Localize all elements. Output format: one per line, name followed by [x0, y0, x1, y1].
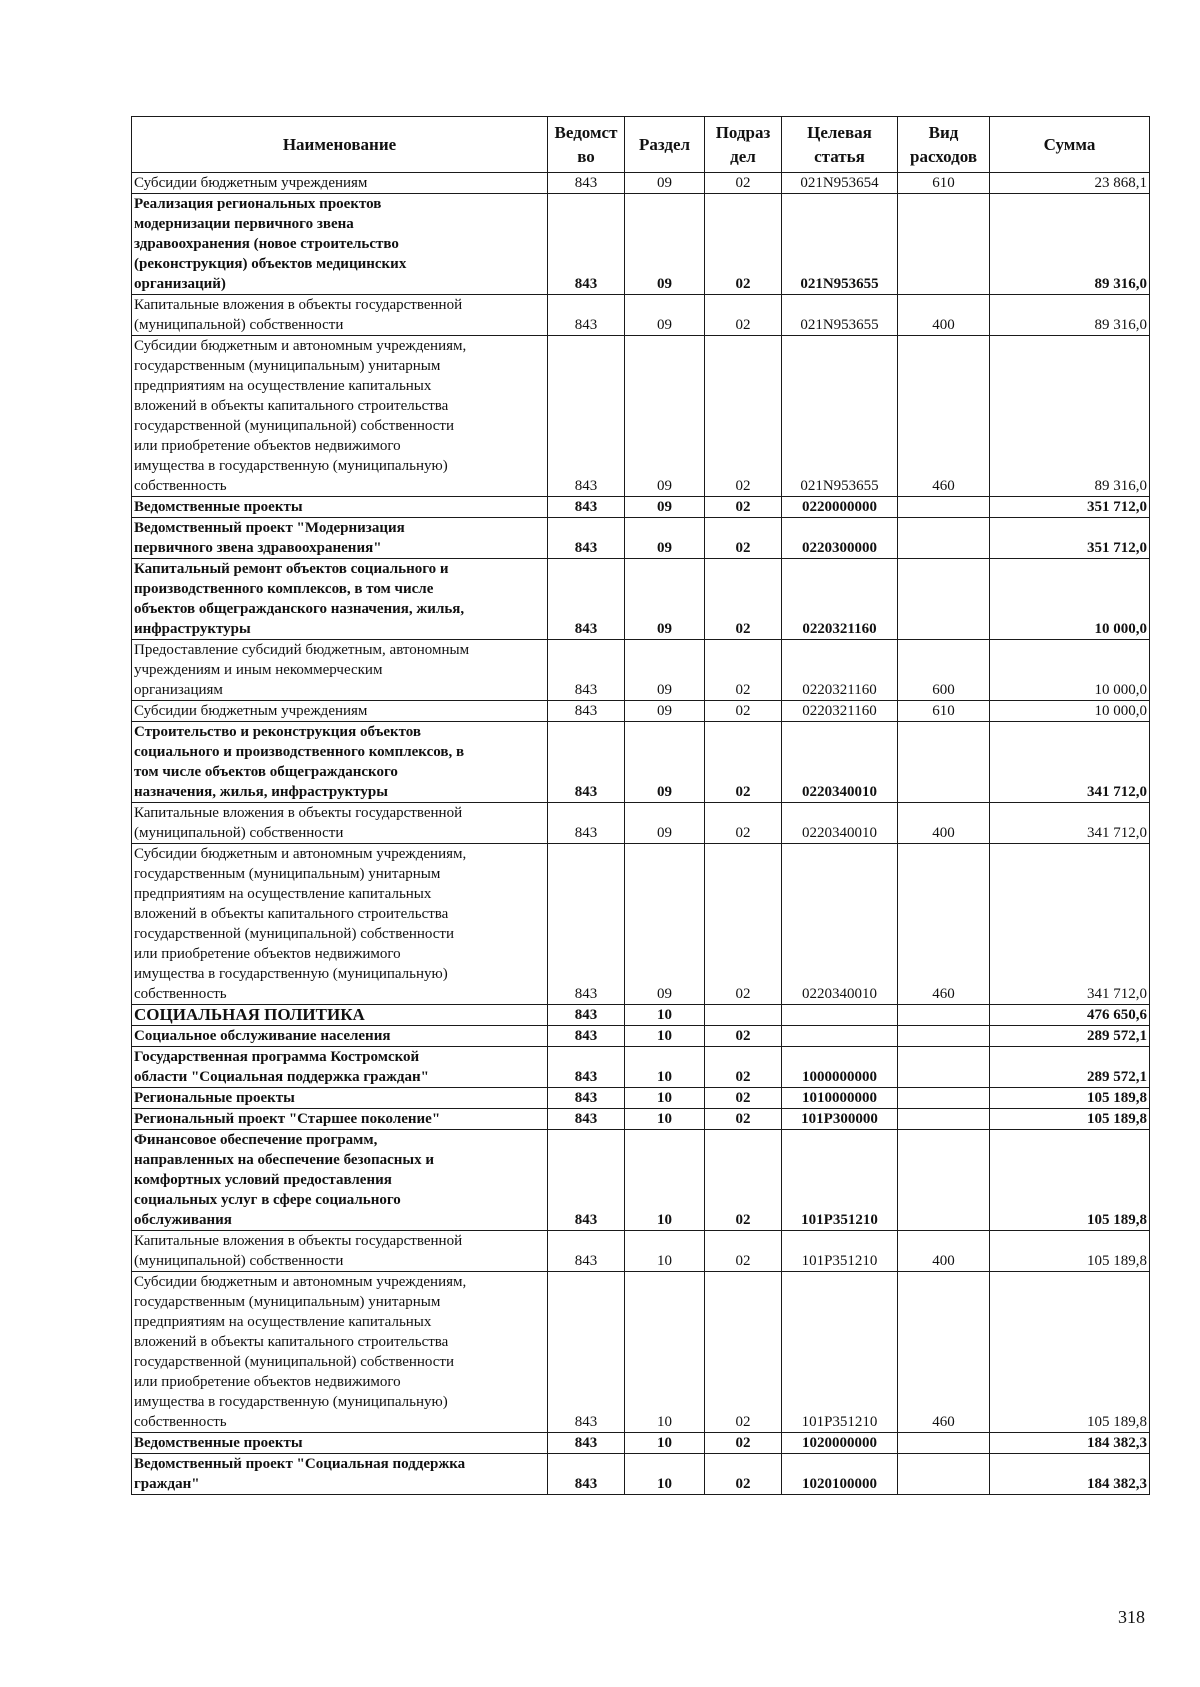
- cell-article: 0220321160: [782, 559, 898, 640]
- cell-name-line: Предоставление субсидий бюджетным, автономным: [134, 642, 470, 658]
- cell-article: [782, 1005, 898, 1026]
- cell-name: [132, 701, 548, 722]
- cell-article: 0220340010: [782, 722, 898, 803]
- cell-dept: 843: [548, 518, 625, 559]
- cell-sum: 89 316,0: [990, 295, 1150, 336]
- cell-subsection: 02: [705, 295, 782, 336]
- cell-name-line: модернизации первичного звена: [134, 216, 354, 232]
- cell-section: 10: [625, 1047, 705, 1088]
- cell-sum: 105 189,8: [990, 1109, 1150, 1130]
- cell-name-line: Реализация региональных проектов: [134, 196, 382, 212]
- cell-sum: 89 316,0: [990, 194, 1150, 295]
- cell-type: [898, 1005, 990, 1026]
- cell-sum: 23 868,1: [990, 173, 1150, 194]
- cell-section: 10: [625, 1231, 705, 1272]
- cell-name-line: государственной (муниципальной) собственности: [134, 1354, 455, 1370]
- cell-sum: 341 712,0: [990, 803, 1150, 844]
- table-row: [132, 1109, 1150, 1130]
- cell-section: 10: [625, 1005, 705, 1026]
- cell-subsection: 02: [705, 1088, 782, 1109]
- header-dept: Ведомст во: [548, 117, 625, 173]
- cell-article: 1010000000: [782, 1088, 898, 1109]
- cell-name: [132, 336, 548, 497]
- table-row: [132, 722, 1150, 803]
- table-row: [132, 559, 1150, 640]
- table-row: [132, 295, 1150, 336]
- cell-type: 460: [898, 1272, 990, 1433]
- cell-name-line: организаций): [134, 276, 226, 292]
- cell-section: 10: [625, 1272, 705, 1433]
- cell-type: [898, 497, 990, 518]
- cell-section: 09: [625, 640, 705, 701]
- cell-name: [132, 173, 548, 194]
- table-row: [132, 1433, 1150, 1454]
- cell-section: 09: [625, 518, 705, 559]
- cell-name-line: предприятиям на осуществление капитальных: [134, 378, 432, 394]
- cell-section: 09: [625, 559, 705, 640]
- cell-subsection: 02: [705, 173, 782, 194]
- cell-dept: 843: [548, 194, 625, 295]
- table-row: [132, 803, 1150, 844]
- cell-dept: 843: [548, 1047, 625, 1088]
- cell-name-line: обслуживания: [134, 1212, 232, 1228]
- cell-name-line: первичного звена здравоохранения": [134, 540, 382, 556]
- table-row: [132, 518, 1150, 559]
- cell-name-line: государственной (муниципальной) собственности: [134, 418, 455, 434]
- cell-name-line: собственность: [134, 986, 227, 1002]
- table-row: [132, 497, 1150, 518]
- cell-name: [132, 803, 548, 844]
- cell-dept: 843: [548, 559, 625, 640]
- cell-subsection: 02: [705, 559, 782, 640]
- cell-name: [132, 1454, 548, 1495]
- cell-name-line: имущества в государственную (муниципальную): [134, 458, 448, 474]
- cell-sum: 89 316,0: [990, 336, 1150, 497]
- cell-name: [132, 497, 548, 518]
- cell-name: [132, 1433, 548, 1454]
- cell-type: [898, 1433, 990, 1454]
- cell-subsection: 02: [705, 336, 782, 497]
- cell-name-line: вложений в объекты капитального строительства: [134, 398, 449, 414]
- cell-article: 1020000000: [782, 1433, 898, 1454]
- cell-name: [132, 844, 548, 1005]
- cell-article: 0220321160: [782, 640, 898, 701]
- cell-name-line: (муниципальной) собственности: [134, 825, 344, 841]
- cell-name-line: здравоохранения (новое строительство: [134, 236, 399, 252]
- cell-name-line: государственным (муниципальным) унитарным: [134, 866, 441, 882]
- cell-sum: 10 000,0: [990, 701, 1150, 722]
- cell-name-line: (муниципальной) собственности: [134, 1253, 344, 1269]
- cell-name-line: Капитальные вложения в объекты государственной: [134, 1233, 463, 1249]
- cell-name: [132, 518, 548, 559]
- page-number: 318: [1118, 1607, 1145, 1627]
- cell-section: 10: [625, 1026, 705, 1047]
- cell-name: [132, 1088, 548, 1109]
- cell-section: 09: [625, 722, 705, 803]
- cell-type: [898, 1109, 990, 1130]
- cell-name-line: организациям: [134, 682, 223, 698]
- cell-name-line: предприятиям на осуществление капитальных: [134, 1314, 432, 1330]
- cell-name-line: Социальное обслуживание населения: [134, 1028, 391, 1044]
- cell-type: [898, 1130, 990, 1231]
- cell-sum: 184 382,3: [990, 1433, 1150, 1454]
- cell-subsection: 02: [705, 1272, 782, 1433]
- cell-section: 09: [625, 336, 705, 497]
- cell-dept: 843: [548, 497, 625, 518]
- cell-name-line: предприятиям на осуществление капитальных: [134, 886, 432, 902]
- cell-name: [132, 1047, 548, 1088]
- cell-type: 400: [898, 803, 990, 844]
- cell-dept: 843: [548, 640, 625, 701]
- cell-type: [898, 194, 990, 295]
- cell-name: [132, 722, 548, 803]
- cell-dept: 843: [548, 701, 625, 722]
- header-type: Вид расходов: [898, 117, 990, 173]
- cell-name-line: Капитальные вложения в объекты государственной: [134, 297, 463, 313]
- cell-sum: 105 189,8: [990, 1088, 1150, 1109]
- cell-section: 09: [625, 295, 705, 336]
- header-article: Целевая статья: [782, 117, 898, 173]
- table-row: [132, 194, 1150, 295]
- cell-type: 460: [898, 336, 990, 497]
- cell-article: [782, 1026, 898, 1047]
- cell-name: [132, 1272, 548, 1433]
- cell-article: 0220340010: [782, 844, 898, 1005]
- cell-name-line: направленных на обеспечение безопасных и: [134, 1152, 435, 1168]
- cell-section: 09: [625, 701, 705, 722]
- cell-type: 600: [898, 640, 990, 701]
- cell-name-line: Субсидии бюджетным и автономным учреждениям,: [134, 846, 467, 862]
- cell-name-line: том числе объектов общегражданского: [134, 764, 398, 780]
- cell-dept: 843: [548, 1109, 625, 1130]
- cell-section: 10: [625, 1454, 705, 1495]
- cell-name-line: социальных услуг в сфере социального: [134, 1192, 401, 1208]
- cell-sum: 476 650,6: [990, 1005, 1150, 1026]
- cell-subsection: 02: [705, 497, 782, 518]
- cell-name-line: Ведомственный проект "Социальная поддержка: [134, 1456, 466, 1472]
- cell-dept: 843: [548, 295, 625, 336]
- cell-type: [898, 518, 990, 559]
- header-name: Наименование: [132, 117, 548, 173]
- cell-name-line: производственного комплексов, в том числе: [134, 581, 434, 597]
- cell-name-line: Региональный проект "Старшее поколение": [134, 1111, 441, 1127]
- cell-dept: 843: [548, 1005, 625, 1026]
- cell-sum: 341 712,0: [990, 722, 1150, 803]
- cell-name-line: Капитальный ремонт объектов социального и: [134, 561, 449, 577]
- cell-subsection: 02: [705, 1130, 782, 1231]
- table-row: [132, 1272, 1150, 1433]
- cell-name-line: объектов общегражданского назначения, жилья,: [134, 601, 465, 617]
- cell-section: 10: [625, 1130, 705, 1231]
- cell-article: 101P300000: [782, 1109, 898, 1130]
- cell-name-line: Капитальные вложения в объекты государственной: [134, 805, 463, 821]
- table-row: [132, 1005, 1150, 1026]
- cell-name-line: социального и производственного комплексов, в: [134, 744, 465, 760]
- cell-subsection: 02: [705, 1026, 782, 1047]
- cell-name-line: имущества в государственную (муниципальную): [134, 966, 448, 982]
- cell-article: 101P351210: [782, 1130, 898, 1231]
- cell-section: 09: [625, 173, 705, 194]
- cell-name: [132, 1109, 548, 1130]
- cell-article: 021N953655: [782, 336, 898, 497]
- cell-name-line: учреждениям и иным некоммерческим: [134, 662, 383, 678]
- cell-dept: 843: [548, 1231, 625, 1272]
- cell-name-line: Субсидии бюджетным и автономным учреждениям,: [134, 338, 467, 354]
- cell-dept: 843: [548, 1088, 625, 1109]
- cell-name-line: Финансовое обеспечение программ,: [134, 1132, 378, 1148]
- cell-name-line: государственной (муниципальной) собственности: [134, 926, 455, 942]
- header-section: Раздел: [625, 117, 705, 173]
- cell-type: 460: [898, 844, 990, 1005]
- cell-name-line: государственным (муниципальным) унитарным: [134, 358, 441, 374]
- cell-sum: 289 572,1: [990, 1026, 1150, 1047]
- table-row: [132, 640, 1150, 701]
- cell-type: [898, 1047, 990, 1088]
- cell-article: 0220340010: [782, 803, 898, 844]
- cell-name-line: Ведомственные проекты: [134, 499, 303, 515]
- cell-subsection: 02: [705, 701, 782, 722]
- cell-name: [132, 640, 548, 701]
- cell-name-line: Ведомственные проекты: [134, 1435, 303, 1451]
- table-body: [132, 173, 1150, 1495]
- cell-name-line: комфортных условий предоставления: [134, 1172, 392, 1188]
- cell-name-line: назначения, жилья, инфраструктуры: [134, 784, 388, 800]
- cell-subsection: 02: [705, 1047, 782, 1088]
- cell-dept: 843: [548, 1433, 625, 1454]
- cell-sum: 289 572,1: [990, 1047, 1150, 1088]
- cell-name-line: (реконструкция) объектов медицинских: [134, 256, 407, 272]
- cell-dept: 843: [548, 336, 625, 497]
- table-row: [132, 844, 1150, 1005]
- cell-article: 101P351210: [782, 1231, 898, 1272]
- cell-article: 1020100000: [782, 1454, 898, 1495]
- cell-sum: 351 712,0: [990, 497, 1150, 518]
- table-row: [132, 173, 1150, 194]
- cell-dept: 843: [548, 722, 625, 803]
- cell-name: [132, 1130, 548, 1231]
- table-row: [132, 336, 1150, 497]
- cell-name-line: граждан": [134, 1476, 200, 1492]
- cell-sum: 341 712,0: [990, 844, 1150, 1005]
- cell-name: [132, 559, 548, 640]
- header-subsection: Подраз дел: [705, 117, 782, 173]
- table-row: [132, 1231, 1150, 1272]
- cell-article: 021N953655: [782, 194, 898, 295]
- cell-dept: 843: [548, 1130, 625, 1231]
- cell-subsection: [705, 1005, 782, 1026]
- cell-type: [898, 1088, 990, 1109]
- cell-dept: 843: [548, 1272, 625, 1433]
- cell-section: 09: [625, 194, 705, 295]
- cell-name-line: Субсидии бюджетным учреждениям: [134, 175, 368, 191]
- cell-type: [898, 1454, 990, 1495]
- cell-section: 10: [625, 1088, 705, 1109]
- header-sum: Сумма: [990, 117, 1150, 173]
- cell-sum: 184 382,3: [990, 1454, 1150, 1495]
- cell-subsection: 02: [705, 722, 782, 803]
- cell-name-line: Субсидии бюджетным учреждениям: [134, 703, 368, 719]
- cell-subsection: 02: [705, 518, 782, 559]
- cell-name-line: Субсидии бюджетным и автономным учреждениям,: [134, 1274, 467, 1290]
- table-row: [132, 1454, 1150, 1495]
- cell-name-line: инфраструктуры: [134, 621, 251, 637]
- cell-subsection: 02: [705, 1454, 782, 1495]
- cell-dept: 843: [548, 1454, 625, 1495]
- cell-article: 0220321160: [782, 701, 898, 722]
- cell-name-line: государственным (муниципальным) унитарным: [134, 1294, 441, 1310]
- cell-name-line: Региональные проекты: [134, 1090, 295, 1106]
- table-row: [132, 701, 1150, 722]
- cell-name-line: вложений в объекты капитального строительства: [134, 906, 449, 922]
- cell-name: [132, 1231, 548, 1272]
- cell-type: 610: [898, 701, 990, 722]
- cell-article: 021N953654: [782, 173, 898, 194]
- cell-subsection: 02: [705, 803, 782, 844]
- cell-sum: 10 000,0: [990, 559, 1150, 640]
- cell-name-line: имущества в государственную (муниципальную): [134, 1394, 448, 1410]
- table-row: [132, 1088, 1150, 1109]
- cell-section: 10: [625, 1109, 705, 1130]
- cell-name: [132, 1026, 548, 1047]
- table-row: [132, 1130, 1150, 1231]
- cell-article: 0220300000: [782, 518, 898, 559]
- cell-section: 10: [625, 1433, 705, 1454]
- cell-article: 101P351210: [782, 1272, 898, 1433]
- cell-type: [898, 1026, 990, 1047]
- cell-name-line: вложений в объекты капитального строительства: [134, 1334, 449, 1350]
- cell-type: [898, 722, 990, 803]
- cell-dept: 843: [548, 1026, 625, 1047]
- cell-subsection: 02: [705, 194, 782, 295]
- cell-name-line: Государственная программа Костромской: [134, 1049, 420, 1065]
- cell-dept: 843: [548, 844, 625, 1005]
- cell-article: 0220000000: [782, 497, 898, 518]
- cell-name-line: СОЦИАЛЬНАЯ ПОЛИТИКА: [134, 1005, 365, 1024]
- cell-article: 1000000000: [782, 1047, 898, 1088]
- cell-type: 400: [898, 295, 990, 336]
- cell-type: 610: [898, 173, 990, 194]
- cell-sum: 105 189,8: [990, 1130, 1150, 1231]
- cell-section: 09: [625, 803, 705, 844]
- cell-section: 09: [625, 844, 705, 1005]
- table-header: [132, 117, 1150, 173]
- cell-type: 400: [898, 1231, 990, 1272]
- cell-dept: 843: [548, 803, 625, 844]
- table-row: [132, 1047, 1150, 1088]
- cell-name: [132, 194, 548, 295]
- cell-name-line: или приобретение объектов недвижимого: [134, 946, 401, 962]
- cell-name-line: области "Социальная поддержка граждан": [134, 1069, 429, 1085]
- cell-subsection: 02: [705, 1109, 782, 1130]
- cell-subsection: 02: [705, 844, 782, 1005]
- budget-table: [131, 116, 1150, 1495]
- cell-subsection: 02: [705, 640, 782, 701]
- cell-name-line: Строительство и реконструкция объектов: [134, 724, 422, 740]
- cell-type: [898, 559, 990, 640]
- cell-name-line: (муниципальной) собственности: [134, 317, 344, 333]
- cell-sum: 105 189,8: [990, 1272, 1150, 1433]
- cell-name-line: или приобретение объектов недвижимого: [134, 1374, 401, 1390]
- cell-dept: 843: [548, 173, 625, 194]
- cell-sum: 105 189,8: [990, 1231, 1150, 1272]
- cell-subsection: 02: [705, 1231, 782, 1272]
- cell-name-line: или приобретение объектов недвижимого: [134, 438, 401, 454]
- cell-subsection: 02: [705, 1433, 782, 1454]
- cell-name: [132, 295, 548, 336]
- cell-name-line: собственность: [134, 1414, 227, 1430]
- cell-name-line: собственность: [134, 478, 227, 494]
- cell-sum: 10 000,0: [990, 640, 1150, 701]
- cell-section: 09: [625, 497, 705, 518]
- cell-name-line: Ведомственный проект "Модернизация: [134, 520, 405, 536]
- cell-sum: 351 712,0: [990, 518, 1150, 559]
- cell-name: [132, 1005, 548, 1026]
- cell-article: 021N953655: [782, 295, 898, 336]
- table-row: [132, 1026, 1150, 1047]
